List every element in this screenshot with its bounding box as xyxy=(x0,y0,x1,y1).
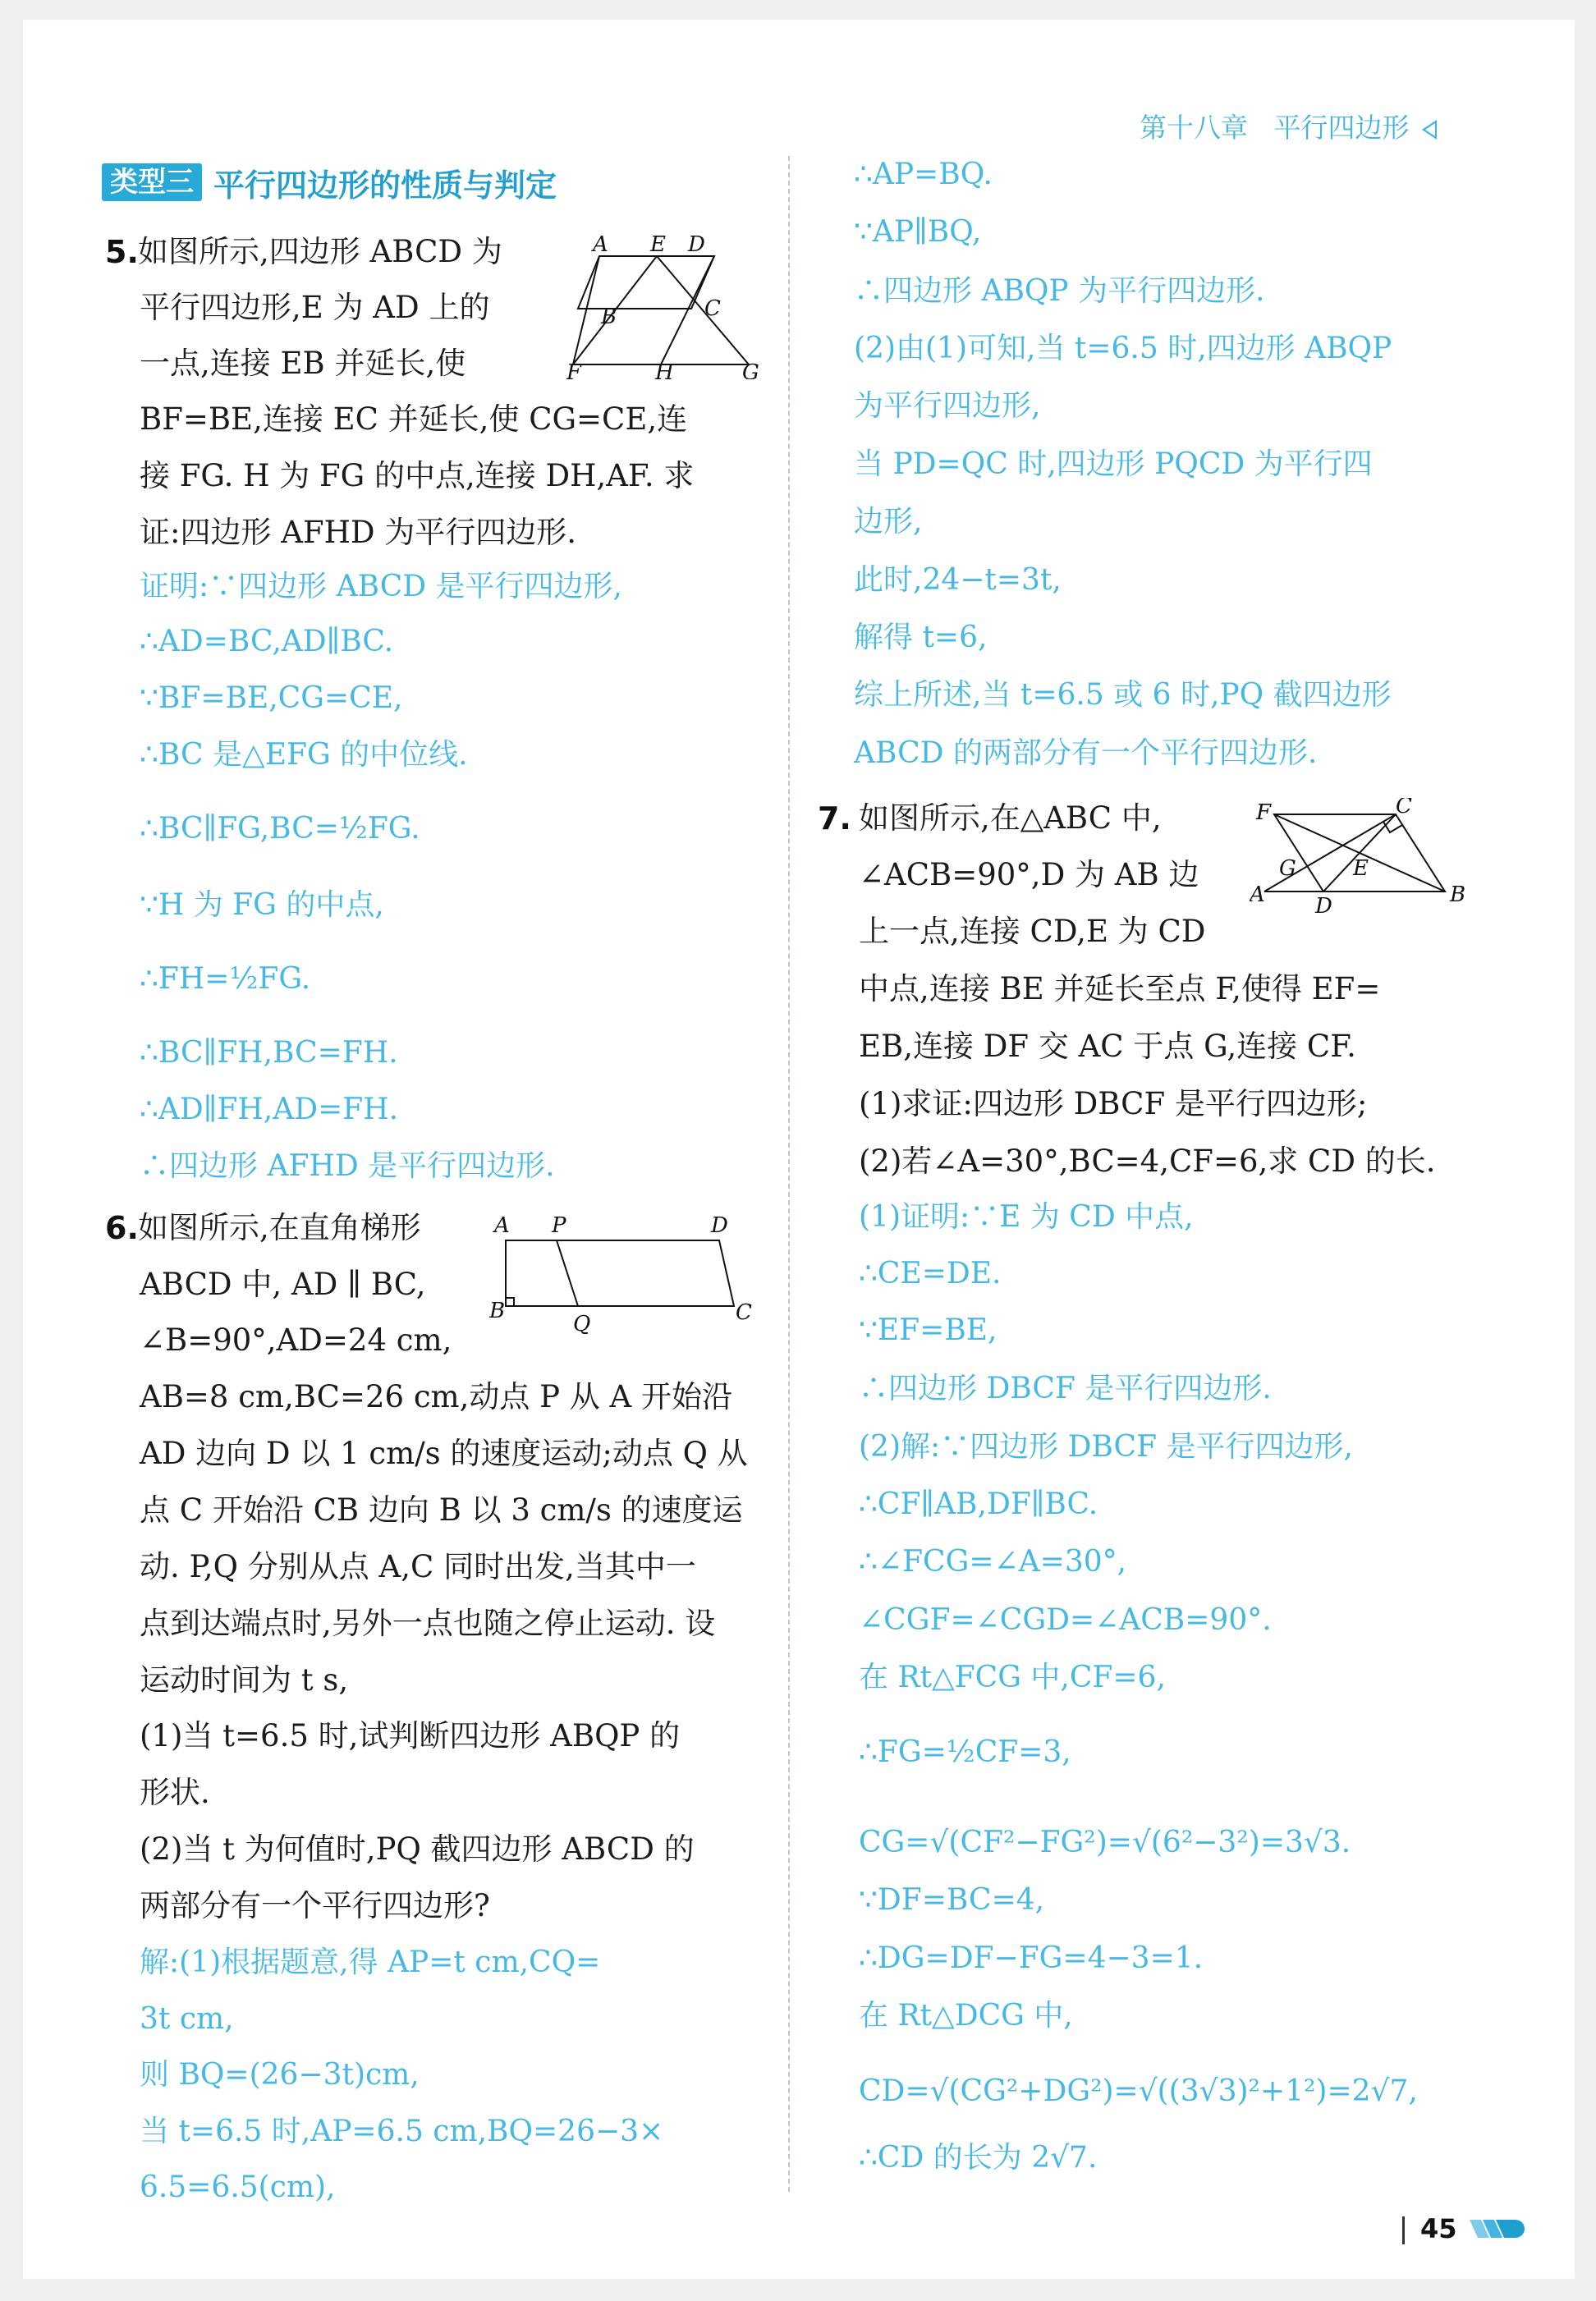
text-line: (1)求证:四边形 DBCF 是平行四边形; xyxy=(859,1086,1368,1121)
fig6-label: D xyxy=(711,1213,728,1238)
answer-line: (2)解:∵四边形 DBCF 是平行四边形, xyxy=(859,1430,1353,1464)
answer-line: ∴DG=DF−FG=4−3=1. xyxy=(859,1941,1204,1975)
column-divider xyxy=(788,156,790,2192)
problem-number: 6. xyxy=(105,1210,139,1246)
answer-line: ∴AD=BC,AD∥BC. xyxy=(140,625,394,658)
trapezoid-abcd xyxy=(506,1240,734,1306)
answer-line: ∵AP∥BQ, xyxy=(854,215,982,249)
text-line: 运动时间为 t s, xyxy=(140,1662,349,1698)
answer-line: ∴AP=BQ. xyxy=(854,158,993,191)
text-line: AD 边向 D 以 1 cm/s 的速度运动;动点 Q 从 xyxy=(140,1436,748,1471)
section-heading xyxy=(102,161,557,204)
answer-line: 3t cm, xyxy=(140,2002,234,2036)
right-angle-mark xyxy=(506,1298,514,1306)
answer-line: (2)由(1)可知,当 t=6.5 时,四边形 ABQP xyxy=(854,332,1392,365)
text-line: (2)若∠A=30°,BC=4,CF=6,求 CD 的长. xyxy=(859,1144,1436,1179)
answer-line: 证明:∵四边形 ABCD 是平行四边形, xyxy=(140,570,622,603)
text-line: 一点,连接 EB 并延长,使 xyxy=(140,346,466,381)
answer-line: ∴四边形 DBCF 是平行四边形. xyxy=(859,1372,1272,1405)
fig5-label: A xyxy=(593,232,608,257)
answer-line: ∠CGF=∠CGD=∠ACB=90°. xyxy=(859,1603,1272,1637)
fig6-label: B xyxy=(489,1299,506,1323)
fig5-label: F xyxy=(566,360,582,379)
answer-line: 边形, xyxy=(854,505,923,539)
text-line: ∠ACB=90°,D 为 AB 边 xyxy=(859,857,1199,892)
page-decoration-icon xyxy=(1470,2218,1527,2239)
answer-line: 在 Rt△DCG 中, xyxy=(859,1999,1073,2033)
answer-line: ∵DF=BC=4, xyxy=(859,1883,1045,1917)
answer-line: 此时,24−t=3t, xyxy=(854,563,1062,597)
answer-line: ∵H 为 FG 的中点, xyxy=(140,888,384,922)
page-number: 45 xyxy=(1420,2213,1457,2244)
text-line: EB,连接 DF 交 AC 于点 G,连接 CF. xyxy=(859,1029,1356,1064)
text-line: ABCD 中, AD ∥ BC, xyxy=(140,1267,426,1302)
figure-problem-6 xyxy=(489,1211,768,1334)
fig7-label: B xyxy=(1450,882,1466,907)
fig6-label: P xyxy=(552,1213,566,1238)
answer-line: 当 PD=QC 时,四边形 PQCD 为平行四 xyxy=(854,447,1373,481)
answer-line: ∴∠FCG=∠A=30°, xyxy=(859,1545,1127,1579)
fig7-label: F xyxy=(1256,800,1272,825)
fig7-label: A xyxy=(1250,882,1265,907)
fig5-label: C xyxy=(704,296,721,321)
fig6-label: A xyxy=(494,1213,510,1238)
answer-line: CD=√(CG²+DG²)=√((3√3)²+1²)=2√7, xyxy=(859,2074,1418,2108)
fig6-label: Q xyxy=(573,1312,591,1334)
text-line: 上一点,连接 CD,E 为 CD xyxy=(859,914,1206,949)
answer-line: ∴FH=½FG. xyxy=(140,962,311,996)
text-line: 中点,连接 BE 并延长至点 F,使得 EF= xyxy=(859,971,1381,1006)
answer-line: ABCD 的两部分有一个平行四边形. xyxy=(854,736,1318,770)
text-line: 如图所示,在△ABC 中, xyxy=(859,800,1162,836)
segment-pq xyxy=(557,1240,578,1306)
text-line: 如图所示,在直角梯形 xyxy=(138,1210,421,1245)
answer-line: (1)证明:∵E 为 CD 中点, xyxy=(859,1200,1194,1234)
answer-line: CG=√(CF²−FG²)=√(6²−3²)=3√3. xyxy=(859,1826,1351,1859)
section-badge: 类型三 xyxy=(102,163,202,201)
answer-line: 6.5=6.5(cm), xyxy=(140,2170,336,2204)
answer-line: ∴CF∥AB,DF∥BC. xyxy=(859,1487,1098,1521)
answer-line: 则 BQ=(26−3t)cm, xyxy=(140,2058,420,2092)
text-line: 形状. xyxy=(140,1775,210,1810)
answer-line: ∴四边形 ABQP 为平行四边形. xyxy=(854,274,1265,308)
text-line: (1)当 t=6.5 时,试判断四边形 ABQP 的 xyxy=(140,1718,681,1753)
fig5-label: E xyxy=(650,232,666,257)
section-title: 平行四边形的性质与判定 xyxy=(213,167,557,204)
answer-line: ∴FG=½CF=3, xyxy=(859,1735,1071,1769)
text-line: (2)当 t 为何值时,PQ 截四边形 ABCD 的 xyxy=(140,1831,695,1867)
fig7-label: D xyxy=(1315,894,1332,919)
answer-line: 为平行四边形, xyxy=(854,389,1041,423)
text-line: 两部分有一个平行四边形? xyxy=(140,1888,490,1923)
text-line: 点到达端点时,另外一点也随之停止运动. 设 xyxy=(140,1606,716,1641)
chapter-title: 平行四边形 xyxy=(1273,112,1410,144)
fig7-label: C xyxy=(1396,798,1412,818)
text-line: 接 FG. H 为 FG 的中点,连接 DH,AF. 求 xyxy=(140,458,695,493)
answer-line: 解得 t=6, xyxy=(854,621,988,654)
text-line: 动. P,Q 分别从点 A,C 同时出发,当其中一 xyxy=(140,1549,696,1584)
answer-line: ∵BF=BE,CG=CE, xyxy=(140,681,403,715)
fig7-label: E xyxy=(1353,856,1369,881)
answer-line: ∴AD∥FH,AD=FH. xyxy=(140,1093,399,1126)
figure-problem-5 xyxy=(566,231,764,379)
answer-line: ∴BC∥FH,BC=FH. xyxy=(140,1036,398,1070)
fig5-label: B xyxy=(601,305,617,329)
answer-line: ∴CE=DE. xyxy=(859,1257,1002,1290)
answer-line: ∴四边形 AFHD 是平行四边形. xyxy=(140,1149,555,1183)
figure-problem-7 xyxy=(1250,798,1471,929)
segment-eg xyxy=(657,256,749,364)
problem-number: 5. xyxy=(105,234,139,270)
answer-line: 解:(1)根据题意,得 AP=t cm,CQ= xyxy=(140,1946,601,1979)
text-line: 点 C 开始沿 CB 边向 B 以 3 cm/s 的速度运 xyxy=(140,1492,743,1528)
fig5-label: G xyxy=(742,360,759,379)
problem-number: 7. xyxy=(818,800,851,837)
triangle-left-icon xyxy=(1422,120,1437,140)
answer-line: 在 Rt△FCG 中,CF=6, xyxy=(859,1661,1166,1694)
answer-line: ∴BC∥FG,BC=½FG. xyxy=(140,812,420,846)
fig5-label: D xyxy=(688,232,705,257)
answer-line: ∴CD 的长为 2√7. xyxy=(859,2141,1098,2175)
footer-divider xyxy=(1402,2216,1405,2244)
text-line: 如图所示,四边形 ABCD 为 xyxy=(138,234,502,269)
text-line: 平行四边形,E 为 AD 上的 xyxy=(140,290,490,325)
running-header xyxy=(1140,107,1437,145)
fig5-label: H xyxy=(655,360,674,379)
fig6-label: C xyxy=(736,1300,752,1325)
answer-line: 当 t=6.5 时,AP=6.5 cm,BQ=26−3× xyxy=(140,2115,664,2148)
answer-line: 综上所述,当 t=6.5 或 6 时,PQ 截四边形 xyxy=(854,678,1392,712)
text-line: AB=8 cm,BC=26 cm,动点 P 从 A 开始沿 xyxy=(140,1379,733,1414)
fig7-label: G xyxy=(1279,856,1296,881)
chapter-label: 第十八章 xyxy=(1140,112,1248,144)
text-line: 证:四边形 AFHD 为平行四边形. xyxy=(140,515,577,550)
text-line: ∠B=90°,AD=24 cm, xyxy=(140,1322,452,1358)
answer-line: ∵EF=BE, xyxy=(859,1313,998,1347)
text-line: BF=BE,连接 EC 并延长,使 CG=CE,连 xyxy=(140,401,688,437)
answer-line: ∴BC 是△EFG 的中位线. xyxy=(140,738,468,772)
